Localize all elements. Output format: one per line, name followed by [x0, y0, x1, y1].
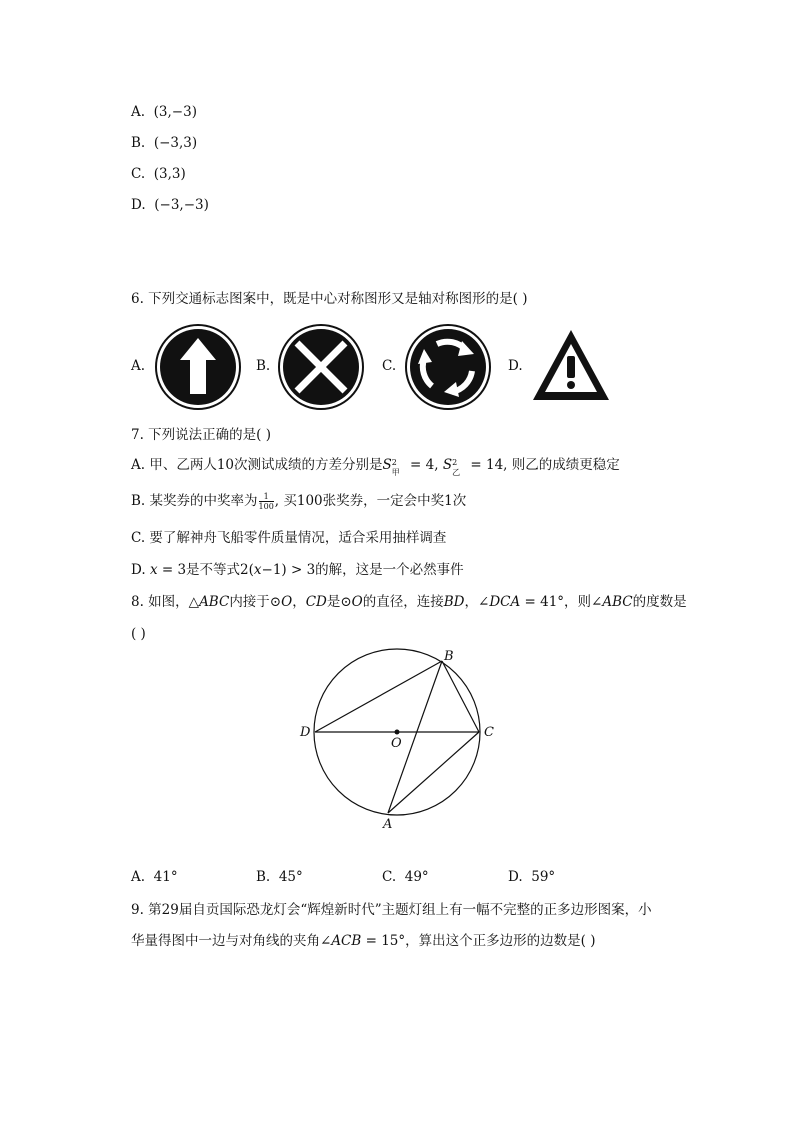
q7-var-x: x — [149, 562, 158, 578]
q8-option-c: C. 49° — [382, 869, 429, 885]
q6-option-b-letter: B. — [256, 358, 271, 374]
label-d: D — [300, 725, 311, 740]
q7-option-b-suffix: , 买100张奖券，一定会中奖1次 — [274, 493, 467, 509]
q7-variance-index-2: 2 乙 — [452, 458, 461, 477]
segment-db — [315, 661, 442, 732]
q5-option-d-letter: D. — [131, 197, 146, 213]
q6-sign-row — [131, 324, 651, 410]
q5-option-c — [131, 164, 186, 184]
q8-option-a: A. 41° — [131, 869, 178, 885]
warning-triangle-sign-icon — [529, 324, 613, 410]
q6-option-d-letter: D. — [508, 358, 523, 374]
segment-bc — [442, 661, 479, 732]
q7-variance-symbol: S — [382, 457, 392, 473]
q7-eq-1: = 4, — [405, 457, 443, 473]
no-stopping-sign-icon — [277, 324, 365, 410]
q7-eq-2: = 14, 则乙的成绩更稳定 — [466, 457, 620, 473]
q8-option-d: D. 59° — [508, 869, 556, 885]
roundabout-sign-icon — [404, 324, 492, 410]
q7-option-b-prefix: B. 某奖券的中奖率为 — [131, 493, 258, 509]
q6-stem: 6. 下列交通标志图案中，既是中心对称图形又是轴对称图形的是( ) — [131, 291, 528, 307]
q5-option-d-text: (−3,−3) — [154, 197, 209, 213]
q7-option-d — [131, 560, 464, 580]
q8-paren: ( ) — [131, 626, 146, 642]
q8-stem: 8. 如图，△ABC内接于⊙O，CD是⊙O的直径，连接BD，∠DCA = 41°，则∠ABC的度数是 — [131, 594, 687, 610]
q5-option-d — [131, 195, 209, 215]
q5-option-a-letter: A. — [131, 104, 146, 120]
q5-option-a-text: (3,−3) — [153, 104, 197, 120]
q9-line-2: 华量得图中一边与对角线的夹角∠ACB = 15°，算出这个正多边形的边数是( ) — [131, 933, 596, 949]
arrow-up-sign-icon — [154, 324, 242, 410]
label-o: O — [391, 736, 402, 751]
q7-variance-symbol-2: S — [442, 457, 453, 473]
q5-option-b — [131, 133, 197, 153]
q5-option-b-letter: B. — [131, 135, 146, 151]
q9-line-1: 9. 第29届自贡国际恐龙灯会“辉煌新时代”主题灯组上有一幅不完整的正多边形图案，小 — [131, 902, 652, 918]
label-b: B — [444, 649, 454, 664]
q7-option-d-prefix: D. — [131, 562, 150, 578]
q8-option-b: B. 45° — [256, 869, 303, 885]
q7-option-c: C. 要了解神舟飞船零件质量情况，适合采用抽样调查 — [131, 530, 447, 546]
q7-var-x-2: x — [253, 562, 262, 578]
q7-stem: 7. 下列说法正确的是( ) — [131, 427, 271, 443]
q7-option-d-mid2: −1) > 3的解，这是一个必然事件 — [261, 562, 464, 578]
q6-option-a-letter: A. — [131, 358, 146, 374]
q7-option-b — [131, 491, 466, 511]
q7-option-a — [131, 455, 620, 475]
q7-variance-index-1: 2 甲 — [391, 458, 400, 477]
center-point — [395, 730, 400, 735]
q6-option-c-letter: C. — [382, 358, 397, 374]
q5-option-c-letter: C. — [131, 166, 146, 182]
q5-option-a — [131, 102, 197, 122]
label-a: A — [383, 817, 393, 832]
q5-option-b-text: (−3,3) — [153, 135, 198, 151]
q7-probability-fraction: $\frac{1}{100}$ — [258, 492, 274, 511]
q5-option-c-text: (3,3) — [153, 166, 186, 182]
q7-option-d-mid1: = 3是不等式2( — [157, 562, 254, 578]
q8-circle-figure — [295, 643, 505, 833]
label-c: C — [484, 725, 494, 740]
q7-option-a-prefix: A. 甲、乙两人10次测试成绩的方差分别是 — [131, 457, 383, 473]
